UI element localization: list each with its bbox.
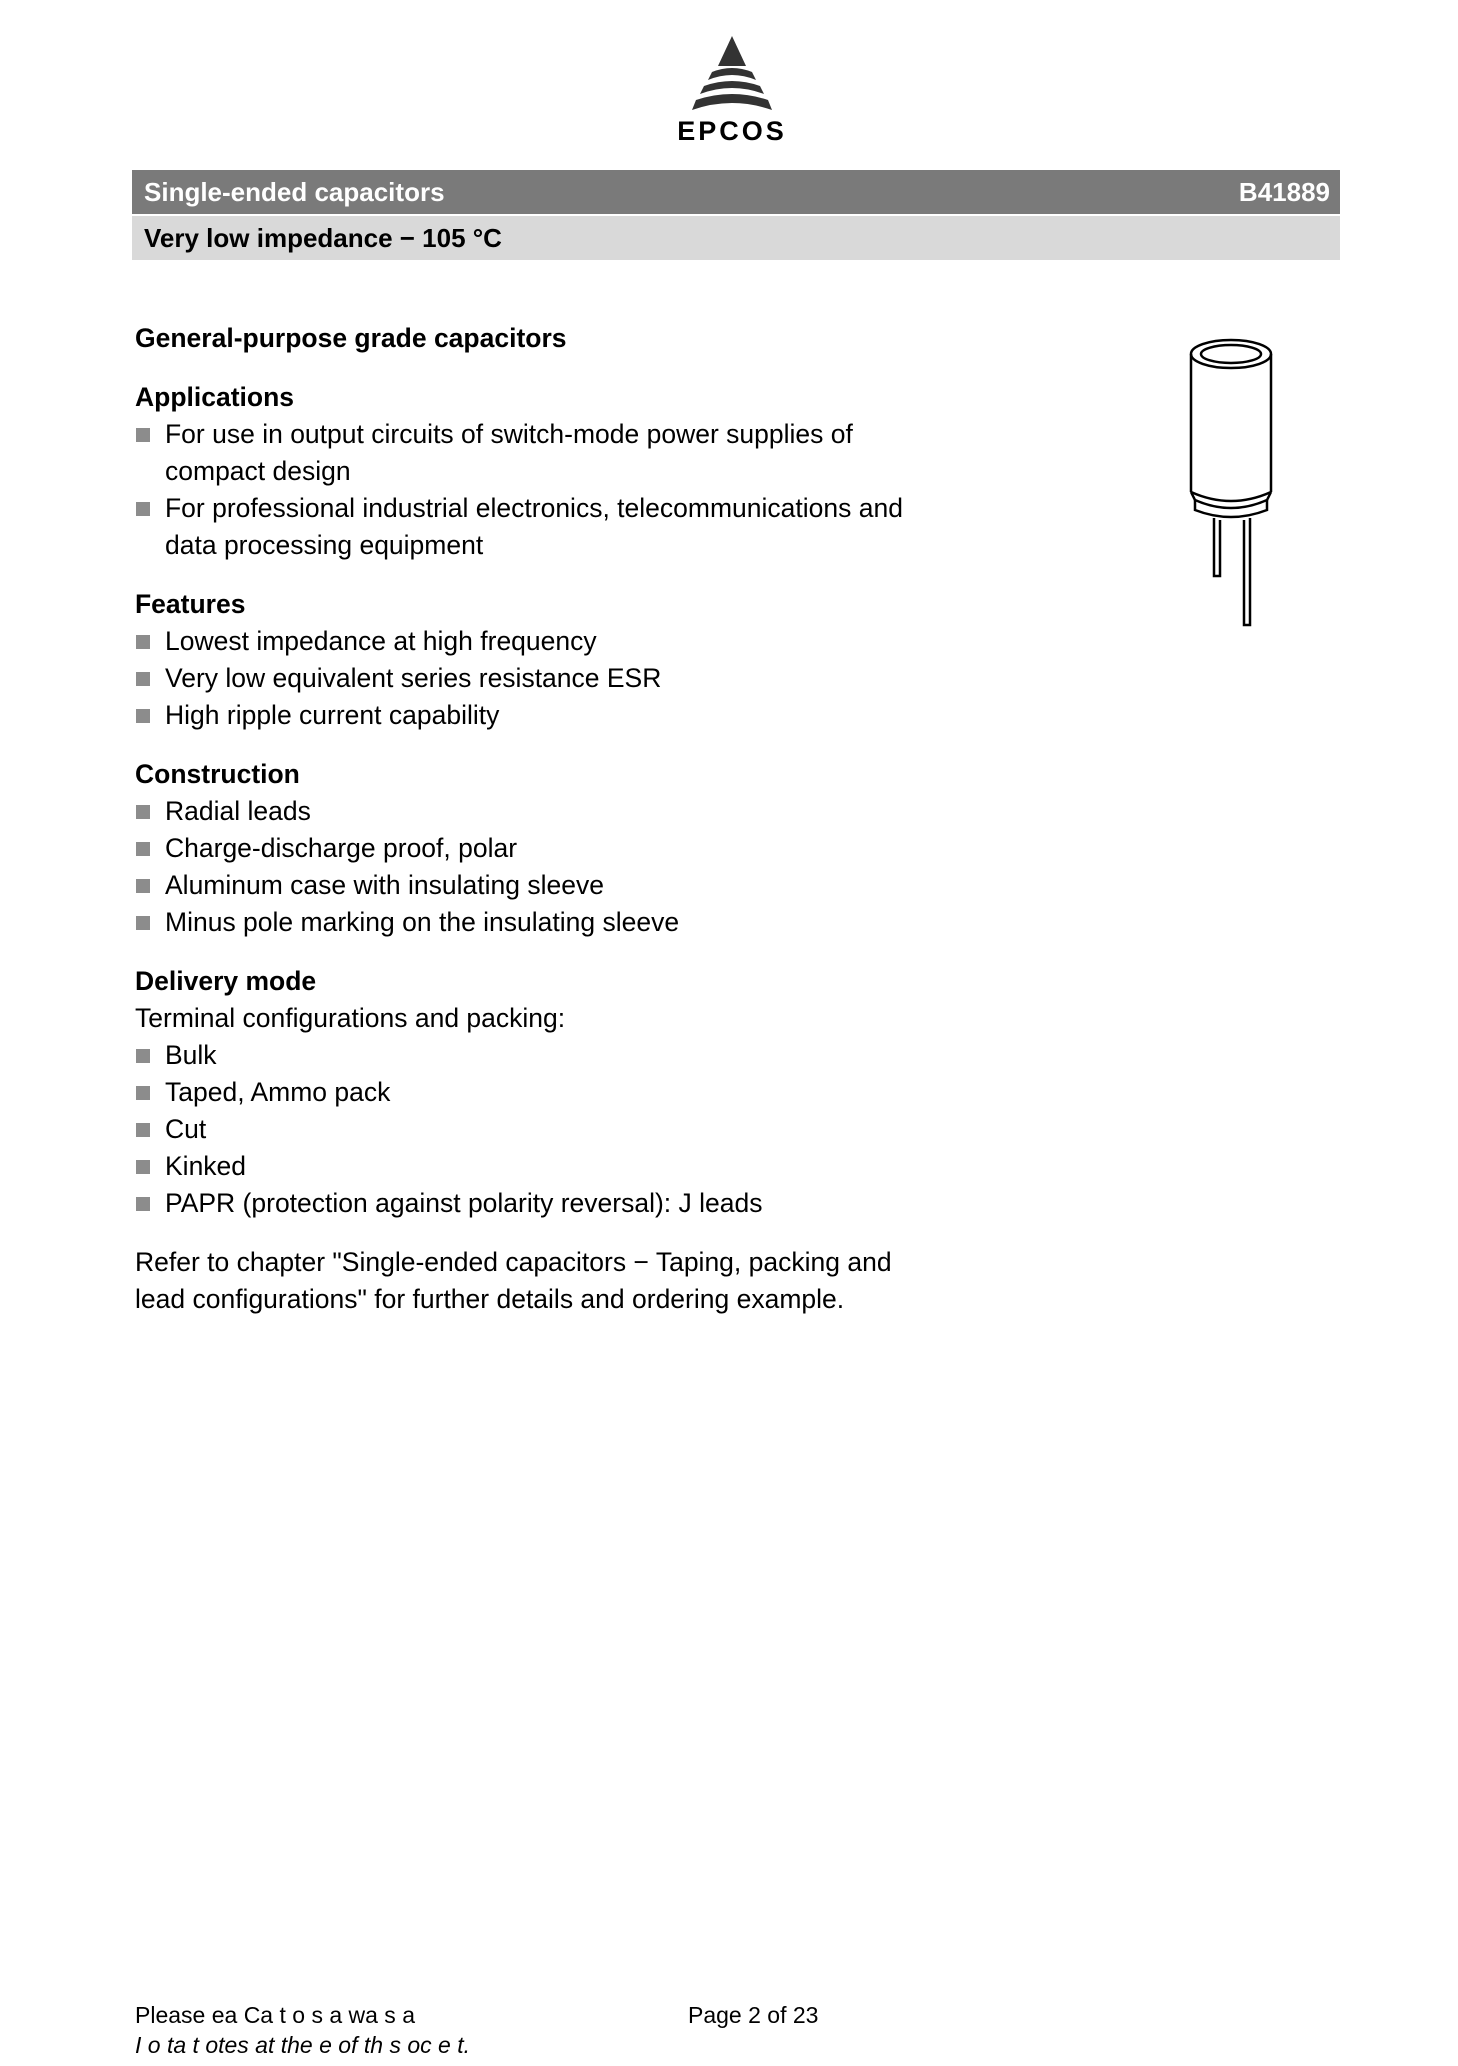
bullet-icon	[136, 842, 150, 856]
applications-section	[135, 379, 915, 564]
subtitle-bar	[132, 216, 1340, 260]
bullet-icon	[136, 1086, 150, 1100]
capacitor-icon	[1180, 330, 1280, 630]
header-bar	[132, 170, 1340, 214]
bullet-icon	[136, 635, 150, 649]
bullet-icon	[136, 502, 150, 516]
footer-line-1: Please ea Ca t o s a wa s a	[135, 2002, 415, 2028]
applications-heading: Applications	[135, 382, 295, 412]
footer-notice	[135, 2000, 635, 2060]
logo-text: EPCOS	[677, 116, 787, 146]
bullet-icon	[136, 709, 150, 723]
features-heading: Features	[135, 589, 246, 619]
features-section	[135, 586, 915, 734]
bullet-icon	[136, 1197, 150, 1211]
bullet-icon	[136, 672, 150, 686]
list-item: Very low equivalent series resistance ESR	[135, 660, 915, 697]
epcos-logo	[672, 36, 792, 146]
page-number: Page 2 of 23	[688, 2002, 819, 2028]
epcos-logo-mark-icon	[690, 36, 774, 120]
capacitor-illustration	[1180, 330, 1280, 630]
footer-line-2: I o ta t otes at the e of th s oc e t.	[135, 2032, 470, 2058]
list-item: Radial leads	[135, 793, 915, 830]
list-item: Lowest impedance at high frequency	[135, 623, 915, 660]
list-item: For professional industrial electronics, telecommunications and data processing equipment	[135, 490, 915, 564]
reference-paragraph: Refer to chapter "Single-ended capacitors − Taping, packing and lead configurations" for further details and ordering example.	[135, 1247, 892, 1314]
bullet-icon	[136, 916, 150, 930]
construction-section	[135, 756, 915, 941]
part-number: B41889	[1238, 177, 1330, 207]
delivery-section	[135, 963, 915, 1222]
list-item: Taped, Ammo pack	[135, 1074, 915, 1111]
main-content	[135, 320, 915, 1318]
list-item: Cut	[135, 1111, 915, 1148]
bullet-icon	[136, 805, 150, 819]
bullet-icon	[136, 1160, 150, 1174]
list-item: Charge-discharge proof, polar	[135, 830, 915, 867]
bullet-icon	[136, 879, 150, 893]
list-item: For use in output circuits of switch-mode power supplies of compact design	[135, 416, 915, 490]
list-item: High ripple current capability	[135, 697, 915, 734]
construction-heading: Construction	[135, 759, 300, 789]
list-item: Minus pole marking on the insulating sleeve	[135, 904, 915, 941]
list-item: Kinked	[135, 1148, 915, 1185]
list-item: PAPR (protection against polarity reversal): J leads	[135, 1185, 915, 1222]
intro-heading: General-purpose grade capacitors	[135, 323, 567, 353]
delivery-intro: Terminal configurations and packing:	[135, 1003, 566, 1033]
list-item: Bulk	[135, 1037, 915, 1074]
list-item: Aluminum case with insulating sleeve	[135, 867, 915, 904]
bullet-icon	[136, 1049, 150, 1063]
delivery-heading: Delivery mode	[135, 966, 317, 996]
bullet-icon	[136, 428, 150, 442]
document-title: Single-ended capacitors	[144, 177, 445, 207]
document-subtitle: Very low impedance − 105 °C	[144, 223, 502, 253]
bullet-icon	[136, 1123, 150, 1137]
